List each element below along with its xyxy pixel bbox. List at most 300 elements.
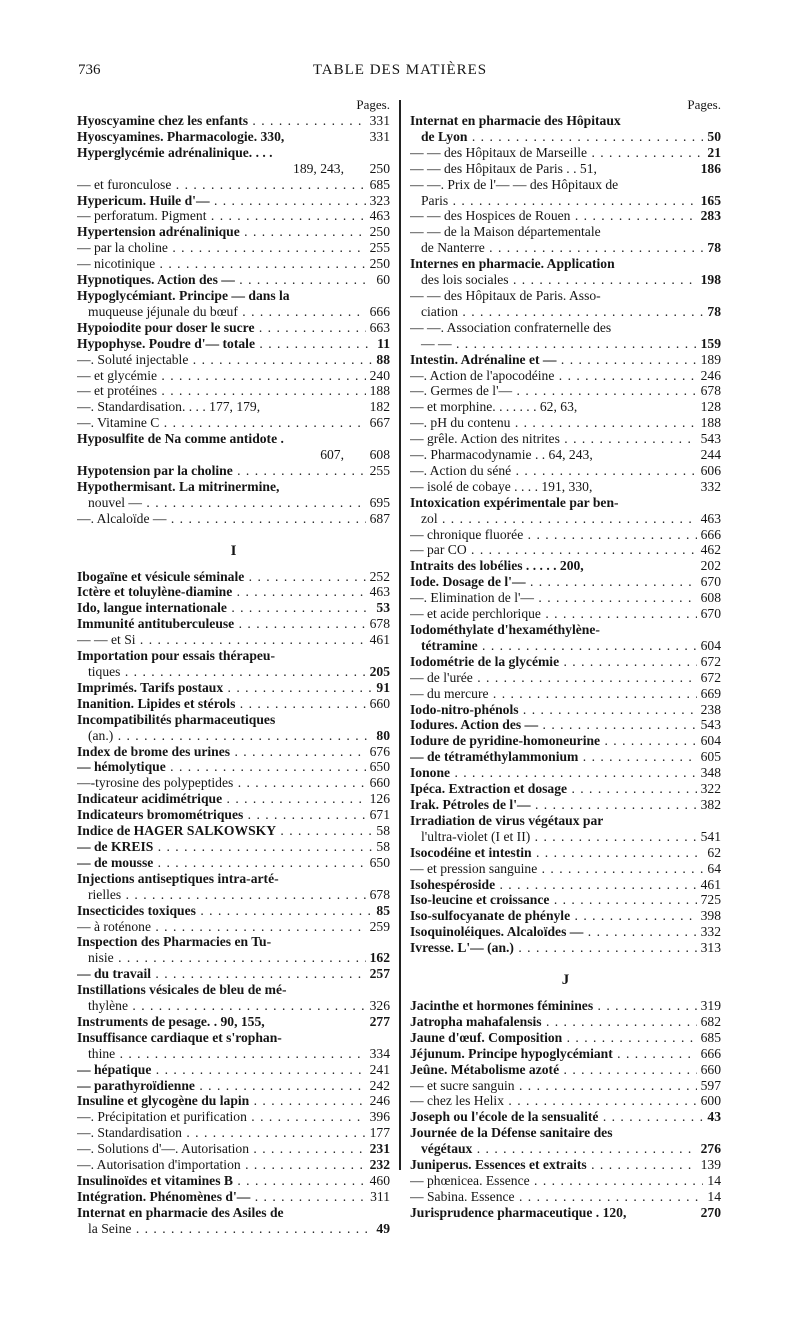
index-entry xyxy=(410,845,721,861)
page-header xyxy=(0,62,800,84)
entry-text: la Seine . . . xyxy=(77,1221,390,1237)
index-entry xyxy=(410,1157,721,1173)
left-entries xyxy=(77,113,390,1237)
index-entry xyxy=(77,208,390,224)
index-entry xyxy=(410,272,721,288)
entry-text: — nicotinique . . . xyxy=(77,256,390,272)
entry-page-number: 463 xyxy=(366,208,390,224)
index-entry xyxy=(410,161,721,177)
index-entry xyxy=(410,129,721,145)
entry-text: Iso-sulfocyanate de phényle . . . xyxy=(410,908,721,924)
index-entry xyxy=(77,839,390,855)
index-entry xyxy=(77,744,390,760)
pages-label: Pages. xyxy=(687,97,721,112)
entry-text: — isolé de cobaye . . . . 191, 330, xyxy=(410,478,593,494)
entry-page-number: 162 xyxy=(366,950,390,966)
entry-text: — par la choline . . . xyxy=(77,240,390,256)
entry-text: — et sucre sanguin . . . xyxy=(410,1078,721,1094)
entry-page-number: 188 xyxy=(366,383,390,399)
entry-text: —. Vitamine C . . . xyxy=(77,415,390,431)
entry-text: Iodométhylate d'hexaméthylène- xyxy=(410,622,600,637)
index-entry xyxy=(410,670,721,686)
index-entry xyxy=(77,1173,390,1189)
index-entry xyxy=(77,479,390,495)
entry-page-number: 332 xyxy=(697,924,721,940)
entry-page-number: 126 xyxy=(366,791,390,807)
entry-text: thylène . . . xyxy=(77,998,390,1014)
entry-text: —. Alcaloïde — . . . xyxy=(77,511,390,527)
index-entry xyxy=(77,1109,390,1125)
entry-text: Instruments de pesage. . 90, 155, xyxy=(77,1013,265,1029)
entry-text: Paris . . . xyxy=(410,193,721,209)
entry-page-number: 283 xyxy=(697,208,721,224)
entry-page-number: 159 xyxy=(697,336,721,352)
index-entry xyxy=(410,399,721,415)
index-entry xyxy=(410,1062,721,1078)
entry-text: Intoxication expérimentale par ben- xyxy=(410,494,619,510)
entry-page-number: 255 xyxy=(366,463,390,479)
entry-text: — parathyroïdienne . . . xyxy=(77,1078,390,1094)
entry-page-number: 332 xyxy=(697,479,721,495)
entry-text: nouvel — . . . xyxy=(77,495,390,511)
entry-text: Insecticides toxiques . . . xyxy=(77,903,390,919)
index-entry xyxy=(77,1205,390,1221)
entry-page-number: 186 xyxy=(697,161,721,177)
entry-page-number: 64 xyxy=(703,861,721,877)
index-entry xyxy=(77,368,390,384)
entry-text: Hypoglycémiant. Principe — dans la xyxy=(77,287,290,303)
index-entry xyxy=(410,368,721,384)
entry-page-number: 250 xyxy=(366,224,390,240)
entry-page-number: 678 xyxy=(366,887,390,903)
entry-page-number: 188 xyxy=(697,415,721,431)
entry-page-number: 21 xyxy=(703,145,721,161)
entry-page-number: 53 xyxy=(372,600,390,616)
index-entry xyxy=(410,908,721,924)
index-entry xyxy=(77,728,390,744)
entry-page-number: 678 xyxy=(366,616,390,632)
index-entry xyxy=(410,861,721,877)
index-entry xyxy=(410,1014,721,1030)
index-entry xyxy=(410,193,721,209)
index-entry xyxy=(77,1046,390,1062)
entry-page-number: 695 xyxy=(366,495,390,511)
entry-page-number: 58 xyxy=(372,839,390,855)
index-entry xyxy=(77,336,390,352)
entry-text: —. Action du séné . . . xyxy=(410,463,721,479)
index-entry xyxy=(410,797,721,813)
index-entry xyxy=(410,288,721,304)
entry-page-number: 676 xyxy=(366,744,390,760)
entry-text: Ipéca. Extraction et dosage . . . xyxy=(410,781,721,797)
right-entries xyxy=(410,113,721,1221)
entry-text: Intestin. Adrénaline et — . . . xyxy=(410,352,721,368)
index-entry xyxy=(77,1189,390,1205)
entry-text: — à roténone . . . xyxy=(77,919,390,935)
index-entry xyxy=(410,702,721,718)
entry-text: — — . . . xyxy=(410,336,721,352)
entry-page-number: 232 xyxy=(366,1157,390,1173)
entry-page-number: 165 xyxy=(697,193,721,209)
entry-text: —. Soluté injectable . . . xyxy=(77,352,390,368)
index-entry xyxy=(410,383,721,399)
entry-text: (an.) . . . xyxy=(77,728,390,744)
entry-page-number: 189 xyxy=(697,352,721,368)
entry-text: — du mercure . . . xyxy=(410,686,721,702)
entry-text: — et morphine. . . . . . . 62, 63, xyxy=(410,399,578,415)
entry-text: ciation . . . xyxy=(410,304,721,320)
entry-page-number: 670 xyxy=(697,574,721,590)
entry-text: 189, 243, xyxy=(293,160,344,176)
entry-text: — hémolytique . . . xyxy=(77,759,390,775)
entry-text: Importation pour essais thérapeu- xyxy=(77,648,275,664)
index-entry xyxy=(410,606,721,622)
entry-page-number: 276 xyxy=(697,1141,721,1157)
entry-text: des lois sociales . . . xyxy=(410,272,721,288)
entry-page-number: 250 xyxy=(366,256,390,272)
entry-page-number: 49 xyxy=(372,1221,390,1237)
section-letter: J xyxy=(561,972,570,989)
entry-text: Intégration. Phénomènes d'— . . . xyxy=(77,1189,390,1205)
entry-text: — Sabina. Essence . . . xyxy=(410,1189,721,1205)
index-entry xyxy=(77,1125,390,1141)
index-entry xyxy=(77,272,390,288)
entry-text: —. pH du contenu . . . xyxy=(410,415,721,431)
entry-page-number: 270 xyxy=(697,1205,721,1221)
entry-text: Iodométrie de la glycémie . . . xyxy=(410,654,721,670)
entry-text: —. Elimination de l'— . . . xyxy=(410,590,721,606)
entry-text: —. Germes de l'— . . . xyxy=(410,383,721,399)
entry-page-number: 461 xyxy=(366,632,390,648)
index-entry xyxy=(77,887,390,903)
index-entry xyxy=(410,622,721,638)
entry-text: —. Solutions d'—. Autorisation . . . xyxy=(77,1141,390,1157)
index-entry xyxy=(410,479,721,495)
index-entry xyxy=(410,877,721,893)
index-entry xyxy=(410,320,721,336)
entry-text: Hypoiodite pour doser le sucre . . . xyxy=(77,320,390,336)
entry-page-number: 687 xyxy=(366,511,390,527)
index-entry xyxy=(410,527,721,543)
entry-page-number: 252 xyxy=(366,569,390,585)
index-entry xyxy=(77,903,390,919)
index-entry xyxy=(77,600,390,616)
entry-text: Hyoscyamine chez les enfants . . . xyxy=(77,113,390,129)
entry-text: Hypotension par la choline . . . xyxy=(77,463,390,479)
index-entry xyxy=(77,511,390,527)
index-entry xyxy=(77,304,390,320)
entry-text: Hypothermisant. La mitrinermine, xyxy=(77,478,280,494)
index-entry xyxy=(410,813,721,829)
entry-text: l'ultra-violet (I et II) . . . xyxy=(410,829,721,845)
entry-page-number: 259 xyxy=(366,919,390,935)
index-entry xyxy=(410,1030,721,1046)
entry-page-number: 666 xyxy=(366,304,390,320)
right-column xyxy=(410,96,721,1221)
index-entry xyxy=(77,1030,390,1046)
entry-text: Jacinthe et hormones féminines . . . xyxy=(410,998,721,1014)
entry-page-number: 650 xyxy=(366,855,390,871)
entry-text: —. Pharmacodynamie . . 64, 243, xyxy=(410,447,593,463)
entry-page-number: 671 xyxy=(366,807,390,823)
entry-text: nisie . . . xyxy=(77,950,390,966)
entry-page-number: 660 xyxy=(697,1062,721,1078)
entry-page-number: 313 xyxy=(697,940,721,956)
entry-page-number: 606 xyxy=(697,463,721,479)
entry-page-number: 608 xyxy=(366,447,390,463)
index-entry xyxy=(410,892,721,908)
index-entry xyxy=(77,224,390,240)
entry-page-number: 322 xyxy=(697,781,721,797)
entry-text: — par CO . . . xyxy=(410,542,721,558)
index-entry xyxy=(410,304,721,320)
entry-page-number: 667 xyxy=(366,415,390,431)
entry-page-number: 396 xyxy=(366,1109,390,1125)
index-entry xyxy=(410,749,721,765)
left-column xyxy=(77,96,390,1237)
index-entry xyxy=(77,1014,390,1030)
entry-page-number: 461 xyxy=(697,877,721,893)
entry-page-number: 608 xyxy=(697,590,721,606)
section-letter: I xyxy=(230,542,237,559)
entry-page-number: 182 xyxy=(366,399,390,415)
entry-page-number: 14 xyxy=(703,1173,721,1189)
entry-text: de Lyon . . . xyxy=(410,129,721,145)
entry-text: Instillations vésicales de bleu de mé- xyxy=(77,982,287,998)
entry-text: —-tyrosine des polypeptides . . . xyxy=(77,775,390,791)
index-entry xyxy=(77,584,390,600)
entry-page-number: 672 xyxy=(697,670,721,686)
index-entry xyxy=(410,654,721,670)
entry-page-number: 672 xyxy=(697,654,721,670)
index-entry xyxy=(77,415,390,431)
entry-text: — du travail . . . xyxy=(77,966,390,982)
entry-text: de Nanterre . . . xyxy=(410,240,721,256)
entry-page-number: 50 xyxy=(703,129,721,145)
entry-text: Internes en pharmacie. Application xyxy=(410,256,615,272)
index-entry xyxy=(410,1125,721,1141)
index-entry xyxy=(410,733,721,749)
entry-text: — et protéines . . . xyxy=(77,383,390,399)
entry-text: rielles . . . xyxy=(77,887,390,903)
entry-text: — et glycémie . . . xyxy=(77,368,390,384)
index-entry xyxy=(410,431,721,447)
index-entry xyxy=(77,352,390,368)
entry-text: Jéjunum. Principe hypoglycémiant . . . xyxy=(410,1046,721,1062)
index-entry xyxy=(410,1205,721,1221)
index-entry xyxy=(77,775,390,791)
entry-text: — — des Hôpitaux de Marseille . . . xyxy=(410,145,721,161)
entry-text: Iodo-nitro-phénols . . . xyxy=(410,702,721,718)
index-entry xyxy=(77,1141,390,1157)
entry-page-number: 604 xyxy=(697,733,721,749)
entry-page-number: 669 xyxy=(697,686,721,702)
index-entry xyxy=(410,447,721,463)
index-entry xyxy=(410,256,721,272)
index-entry xyxy=(410,463,721,479)
entry-text: Ido, langue internationale . . . xyxy=(77,600,390,616)
index-entry xyxy=(410,924,721,940)
entry-page-number: 238 xyxy=(697,702,721,718)
index-entry xyxy=(410,511,721,527)
entry-text: — et furonculose . . . xyxy=(77,177,390,193)
entry-text: Internat en pharmacie des Hôpitaux xyxy=(410,113,621,128)
entry-text: Injections antiseptiques intra-arté- xyxy=(77,870,279,886)
entry-text: 607, xyxy=(320,447,344,463)
entry-page-number: 670 xyxy=(697,606,721,622)
index-entry xyxy=(77,463,390,479)
index-entry xyxy=(77,759,390,775)
index-entry xyxy=(77,712,390,728)
entry-text: — de KREIS . . . xyxy=(77,839,390,855)
index-entry xyxy=(77,616,390,632)
entry-text: Insuffisance cardiaque et s'rophan- xyxy=(77,1029,282,1045)
entry-text: thine . . . xyxy=(77,1046,390,1062)
index-entry xyxy=(77,966,390,982)
entry-text: végétaux . . . xyxy=(410,1141,721,1157)
entry-page-number: 58 xyxy=(372,823,390,839)
entry-text: Inspection des Pharmacies en Tu- xyxy=(77,934,272,950)
index-entry xyxy=(77,1093,390,1109)
index-entry xyxy=(410,224,721,240)
entry-page-number: 463 xyxy=(697,511,721,527)
entry-page-number: 62 xyxy=(703,845,721,861)
index-entry xyxy=(77,320,390,336)
index-entry xyxy=(77,1078,390,1094)
index-entry xyxy=(410,208,721,224)
entry-text: tiques . . . xyxy=(77,664,390,680)
index-entry xyxy=(410,574,721,590)
entry-text: — de mousse . . . xyxy=(77,855,390,871)
index-entry xyxy=(77,145,390,161)
entry-text: Immunité antituberculeuse . . . xyxy=(77,616,390,632)
entry-page-number: 128 xyxy=(697,399,721,415)
entry-page-number: 323 xyxy=(366,193,390,209)
entry-text: Jeûne. Métabolisme azoté . . . xyxy=(410,1062,721,1078)
entry-page-number: 685 xyxy=(366,177,390,193)
entry-text: — chronique fluorée . . . xyxy=(410,527,721,543)
index-entry xyxy=(77,1221,390,1237)
index-entry xyxy=(77,383,390,399)
entry-text: — — de la Maison départementale xyxy=(410,224,601,240)
entry-page-number: 541 xyxy=(697,829,721,845)
entry-text: Indicateur acidimétrique . . . xyxy=(77,791,390,807)
entry-page-number: 60 xyxy=(372,272,390,288)
entry-text: Ionone . . . xyxy=(410,765,721,781)
index-entry xyxy=(77,696,390,712)
index-entry xyxy=(77,569,390,585)
entry-page-number: 678 xyxy=(697,383,721,399)
entry-text: Indice de HAGER SALKOWSKY . . . xyxy=(77,823,390,839)
entry-page-number: 43 xyxy=(703,1109,721,1125)
entry-page-number: 331 xyxy=(366,129,390,145)
entry-text: Inanition. Lipides et stérols . . . xyxy=(77,696,390,712)
index-entry xyxy=(77,129,390,145)
index-entry xyxy=(77,113,390,129)
entry-text: Isocodéine et intestin . . . xyxy=(410,845,721,861)
entry-page-number: 78 xyxy=(703,304,721,320)
entry-page-number: 139 xyxy=(697,1157,721,1173)
entry-text: — — des Hospices de Rouen . . . xyxy=(410,208,721,224)
entry-text: tétramine . . . xyxy=(410,638,721,654)
entry-page-number: 277 xyxy=(366,1014,390,1030)
entry-page-number: 682 xyxy=(697,1014,721,1030)
index-entry xyxy=(77,161,390,177)
index-entry xyxy=(410,765,721,781)
entry-page-number: 257 xyxy=(366,966,390,982)
entry-text: Juniperus. Essences et extraits . . . xyxy=(410,1157,721,1173)
entry-page-number: 205 xyxy=(366,664,390,680)
entry-text: — et acide perchlorique . . . xyxy=(410,606,721,622)
entry-text: Insulinoïdes et vitamines B . . . xyxy=(77,1173,390,1189)
index-entry xyxy=(77,288,390,304)
entry-text: Hypnotiques. Action des — . . . xyxy=(77,272,390,288)
entry-text: — —. Association confraternelle des xyxy=(410,319,612,335)
entry-text: Hyposulfite de Na comme antidote . xyxy=(77,431,284,447)
index-entry xyxy=(77,934,390,950)
index-entry xyxy=(410,717,721,733)
entry-text: Ivresse. L'— (an.) . . . xyxy=(410,940,721,956)
page-number: 736 xyxy=(78,62,101,78)
entry-text: —. Autorisation d'importation . . . xyxy=(77,1157,390,1173)
entry-text: Incompatibilités pharmaceutiques xyxy=(77,711,276,727)
entry-text: Irak. Pétroles de l'— . . . xyxy=(410,797,721,813)
index-entry xyxy=(77,193,390,209)
entry-text: Ibogaïne et vésicule séminale . . . xyxy=(77,569,390,585)
entry-text: — hépatique . . . xyxy=(77,1062,390,1078)
entry-text: zol . . . xyxy=(410,511,721,527)
index-entry xyxy=(77,632,390,648)
entry-text: Journée de la Défense sanitaire des xyxy=(410,1125,613,1141)
index-entry xyxy=(77,998,390,1014)
index-entry xyxy=(410,1189,721,1205)
index-entry xyxy=(410,542,721,558)
index-entry xyxy=(410,113,721,129)
index-entry xyxy=(77,807,390,823)
entry-text: Iodure de pyridine-homoneurine . . . xyxy=(410,733,721,749)
entry-text: muqueuse jéjunale du bœuf . . . xyxy=(77,304,390,320)
index-entry xyxy=(77,447,390,463)
entry-page-number: 666 xyxy=(697,527,721,543)
index-entry xyxy=(77,399,390,415)
entry-page-number: 88 xyxy=(372,352,390,368)
entry-page-number: 605 xyxy=(697,749,721,765)
entry-page-number: 543 xyxy=(697,717,721,733)
entry-page-number: 463 xyxy=(366,584,390,600)
entry-text: Imprimés. Tarifs postaux . . . xyxy=(77,680,390,696)
index-entry xyxy=(77,1157,390,1173)
entry-text: —. Standardisation . . . xyxy=(77,1125,390,1141)
entry-text: Hypericum. Huile d'— . . . xyxy=(77,193,390,209)
entry-text: — — des Hôpitaux de Paris . . 51, xyxy=(410,160,597,176)
entry-page-number: 462 xyxy=(697,542,721,558)
entry-text: — perforatum. Pigment . . . xyxy=(77,208,390,224)
entry-text: —. Standardisation. . . . 177, 179, xyxy=(77,399,261,415)
index-entry xyxy=(77,431,390,447)
entry-page-number: 660 xyxy=(366,696,390,712)
entry-page-number: 685 xyxy=(697,1030,721,1046)
entry-page-number: 663 xyxy=(366,320,390,336)
entry-page-number: 255 xyxy=(366,240,390,256)
index-entry xyxy=(77,240,390,256)
index-entry xyxy=(77,823,390,839)
entry-page-number: 202 xyxy=(697,558,721,574)
entry-text: Jurisprudence pharmaceutique . 120, xyxy=(410,1204,627,1220)
index-entry xyxy=(77,919,390,935)
index-entry xyxy=(410,590,721,606)
entry-page-number: 246 xyxy=(697,368,721,384)
entry-text: Iode. Dosage de l'— . . . xyxy=(410,574,721,590)
